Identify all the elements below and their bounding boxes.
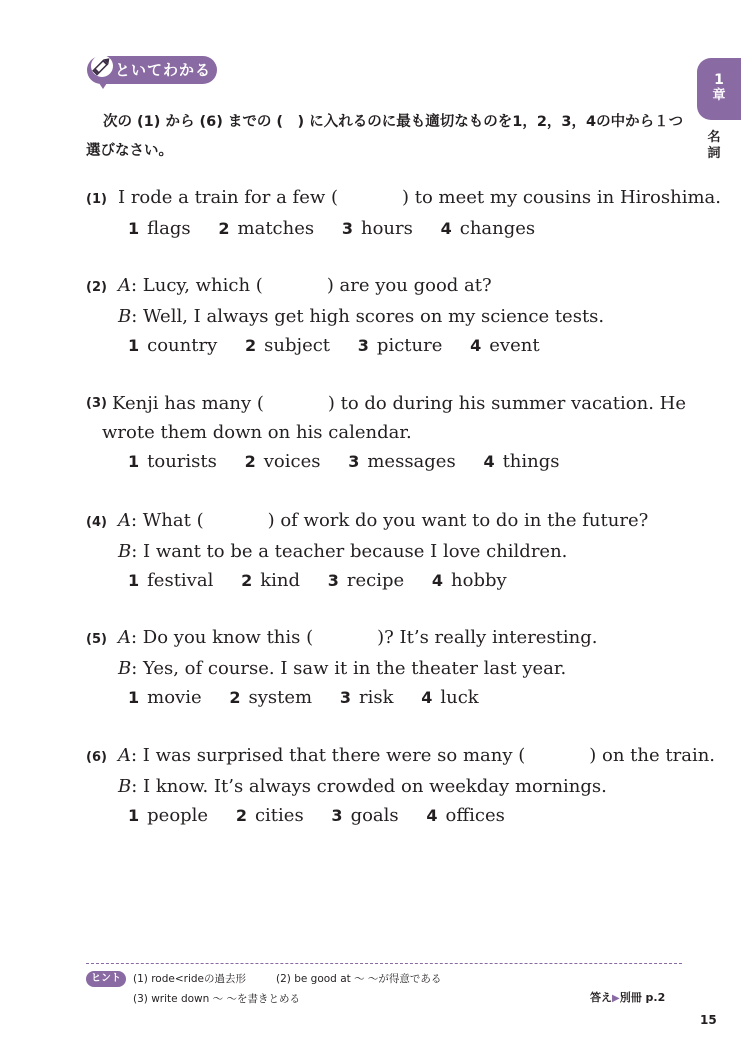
question-1 (86, 183, 721, 243)
speaker-label: A (118, 275, 131, 296)
answer-ref-page: 別冊 p.2 (619, 991, 666, 1004)
choice-4[interactable]: 4 luck (421, 687, 479, 708)
question-text: : I want to be a teacher because I love children. (131, 541, 568, 562)
answer-blank (264, 389, 328, 418)
chapter-label-char-1: 名 (707, 130, 721, 145)
choice-3[interactable]: 3 messages (348, 451, 456, 472)
question-text-after: ) are you good at? (326, 275, 492, 296)
instruction: 次の (1) から (6) までの ( ) に入れるのに最も適切なものを1，2，3，4の中から１つ選びなさい。 (86, 114, 684, 159)
speaker-label: B (118, 541, 132, 562)
question-text-after: ) of work do you want to do in the future? (267, 510, 649, 531)
question-number: (4) (86, 515, 107, 530)
choice-3[interactable]: 3 picture (357, 335, 443, 356)
chapter-suffix: 章 (712, 88, 726, 103)
choice-2[interactable]: 2 matches (218, 218, 315, 239)
choice-2[interactable]: 2 system (229, 687, 313, 708)
choice-4[interactable]: 4 hobby (431, 570, 507, 591)
question-5 (86, 623, 686, 712)
choice-1[interactable]: 1 movie (128, 687, 202, 708)
question-number: (2) (86, 280, 107, 295)
chapter-label (704, 130, 724, 162)
hint-badge: ヒント (86, 971, 126, 987)
choice-list (86, 683, 686, 712)
choice-3[interactable]: 3 hours (341, 218, 413, 239)
question-number: (5) (86, 632, 107, 647)
choice-1[interactable]: 1 tourists (128, 451, 217, 472)
chapter-number: 1 (714, 72, 724, 88)
question-text-before: I rode a train for a few ( (118, 187, 339, 208)
choice-list (86, 447, 686, 476)
play-arrow-icon: ▶ (612, 993, 620, 1004)
choice-2[interactable]: 2 cities (235, 805, 304, 826)
question-number: (6) (86, 750, 107, 765)
speaker-label: B (118, 306, 132, 327)
question-text: : Yes, of course. I saw it in the theater last year. (131, 658, 567, 679)
question-3 (86, 389, 686, 476)
question-text: : Well, I always get high scores on my science tests. (131, 306, 605, 327)
question-text-after: ) to do during his summer vacation. He (327, 393, 686, 414)
speaker-label: A (118, 627, 131, 648)
question-text-after: ) to meet my cousins in Hiroshima. (402, 187, 721, 208)
question-6 (86, 741, 716, 830)
choice-1[interactable]: 1 festival (128, 570, 214, 591)
question-4 (86, 506, 686, 595)
choice-4[interactable]: 4 changes (440, 218, 536, 239)
choice-list (86, 566, 686, 595)
question-text: wrote them down on his calendar. (102, 422, 412, 443)
choice-3[interactable]: 3 goals (331, 805, 399, 826)
question-number: (1) (86, 192, 107, 207)
hint-item-3: (3) write down ～ ～を書きとめる (133, 993, 300, 1005)
hint-item-2: (2) be good at ～ ～が得意である (276, 973, 442, 985)
question-text: : I know. It’s always crowded on weekday mornings. (131, 776, 607, 797)
choice-1[interactable]: 1 country (128, 335, 218, 356)
choice-4[interactable]: 4 offices (426, 805, 505, 826)
choice-4[interactable]: 4 things (483, 451, 560, 472)
choice-2[interactable]: 2 kind (241, 570, 300, 591)
pencil-icon (89, 52, 115, 78)
choice-list (86, 331, 686, 360)
question-text-before: Kenji has many ( (112, 393, 264, 414)
choice-1[interactable]: 1 flags (128, 218, 191, 239)
question-number: (3) (86, 396, 107, 411)
hint-divider (86, 963, 682, 964)
choice-4[interactable]: 4 event (470, 335, 540, 356)
chapter-label-char-2: 詞 (707, 146, 721, 161)
choice-1[interactable]: 1 people (128, 805, 209, 826)
choice-3[interactable]: 3 risk (339, 687, 394, 708)
question-text-before: : What ( (131, 510, 204, 531)
question-text-before: : I was surprised that there were so many ( (131, 745, 526, 766)
answer-label: 答え (590, 991, 612, 1004)
question-text-after: )? It’s really interesting. (377, 627, 598, 648)
choice-list (86, 214, 686, 243)
question-text-before: : Do you know this ( (131, 627, 314, 648)
section-badge-label: といてわかる (115, 61, 212, 79)
page-number: 15 (700, 1013, 717, 1027)
hint-item-1: (1) rode<rideの過去形 (133, 973, 247, 985)
chapter-tab (697, 58, 741, 120)
question-text-before: : Lucy, which ( (131, 275, 263, 296)
speaker-label: A (118, 745, 131, 766)
choice-3[interactable]: 3 recipe (327, 570, 405, 591)
speaker-label: B (118, 658, 132, 679)
question-text-after: ) on the train. (589, 745, 716, 766)
choice-list (86, 801, 686, 830)
question-2 (86, 271, 686, 360)
choice-2[interactable]: 2 subject (245, 335, 331, 356)
speaker-label: B (118, 776, 132, 797)
choice-2[interactable]: 2 voices (244, 451, 321, 472)
answer-reference (590, 990, 665, 1007)
speaker-label: A (118, 510, 131, 531)
